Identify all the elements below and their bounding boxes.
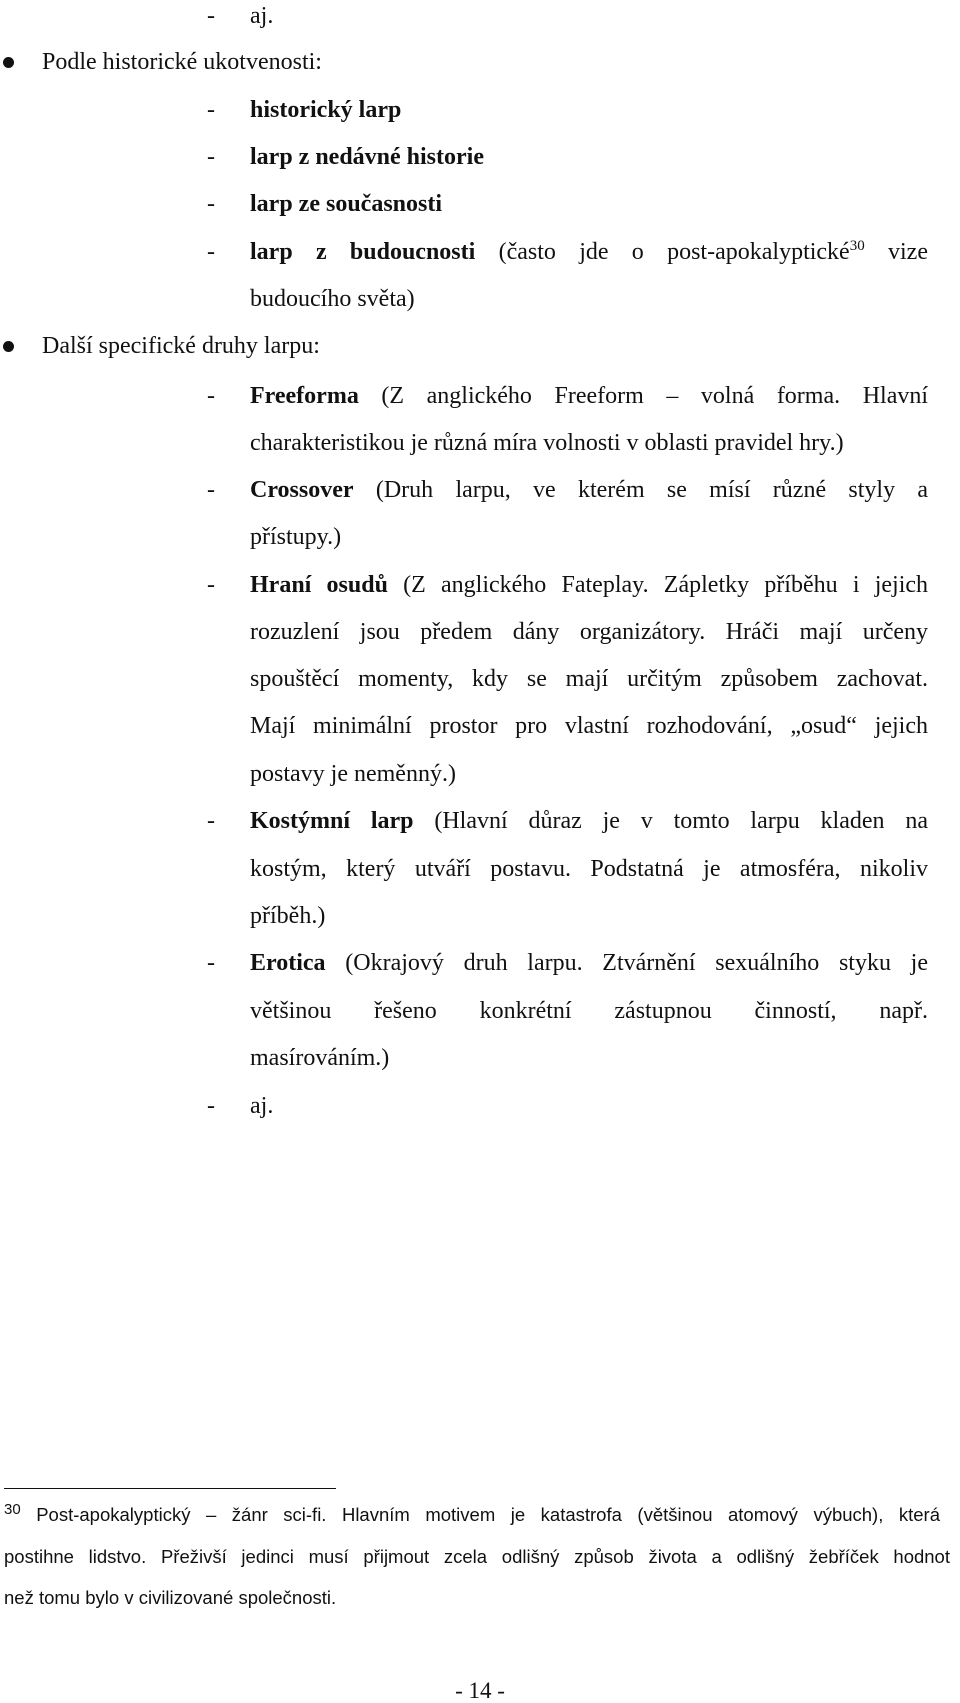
list-dash: - xyxy=(207,477,215,503)
list-item-present: larp ze současnosti xyxy=(250,191,442,217)
bullet-icon xyxy=(3,341,14,352)
list-dash: - xyxy=(207,1093,215,1119)
list-dash: - xyxy=(207,3,215,29)
list-dash: - xyxy=(207,191,215,217)
list-item-fateplay-line4: Mají minimální prostor pro vlastní rozhodování, „osud“ jejich xyxy=(250,713,928,739)
list-item-costume-line3: příběh.) xyxy=(250,903,326,929)
list-dash: - xyxy=(207,808,215,834)
list-item-fateplay-line2: rozuzlení jsou předem dány organizátory. Hráči mají určeny xyxy=(250,619,928,645)
list-item-future: larp z budoucnosti (často jde o post-apokalyptické$^{30}$ vize xyxy=(250,238,928,265)
list-item-fateplay-line3: spouštěcí momenty, kdy se mají určitým způsobem zachovat. xyxy=(250,666,928,692)
bullet-icon xyxy=(3,57,14,68)
list-item-aj: aj. xyxy=(250,3,274,29)
list-item-erotica-line2: většinou řešeno konkrétní zástupnou činností, např. xyxy=(250,998,928,1024)
list-dash: - xyxy=(207,239,215,265)
list-item-future-cont: budoucího světa) xyxy=(250,286,415,312)
list-item-costume-line2: kostým, který utváří postavu. Podstatná je atmosféra, nikoliv xyxy=(250,856,928,882)
list-item-erotica: Erotica (Okrajový druh larpu. Ztvárnění sexuálního styku je xyxy=(250,950,928,976)
list-item-recent-history: larp z nedávné historie xyxy=(250,144,484,170)
list-dash: - xyxy=(207,97,215,123)
footnote-line3: než tomu bylo v civilizované společnosti. xyxy=(4,1587,337,1608)
section-heading-history: Podle historické ukotvenosti: xyxy=(42,49,322,75)
list-item-erotica-line3: masírováním.) xyxy=(250,1045,390,1071)
list-dash: - xyxy=(207,383,215,409)
footnote-line2: postihne lidstvo. Přeživší jedinci musí přijmout zcela odlišný způsob života a odlišný žebříček hodnot xyxy=(4,1546,950,1567)
list-item-historic: historický larp xyxy=(250,97,402,123)
footnote-ref: 30 xyxy=(849,238,865,254)
list-item-aj-bottom: aj. xyxy=(250,1093,274,1119)
list-item-crossover-cont: přístupy.) xyxy=(250,524,342,550)
list-item-costume: Kostýmní larp (Hlavní důraz je v tomto larpu kladen na xyxy=(250,808,928,834)
list-dash: - xyxy=(207,950,215,976)
page-number: - 14 - xyxy=(455,1678,505,1703)
list-dash: - xyxy=(207,144,215,170)
list-item-fateplay-line5: postavy je neměnný.) xyxy=(250,761,456,787)
list-item-freeforma-cont: charakteristikou je různá míra volnosti v oblasti pravidel hry.) xyxy=(250,430,844,456)
list-item-freeforma: Freeforma (Z anglického Freeform – volná forma. Hlavní xyxy=(250,383,929,409)
section-heading-other: Další specifické druhy larpu: xyxy=(42,333,320,359)
footnote-separator xyxy=(4,1488,336,1489)
footnote-line1: $^{30}$ Post-apokalyptický – žánr sci-fi. Hlavním motivem je katastrofa (většinou atomový výbuch), která xyxy=(4,1500,941,1525)
list-dash: - xyxy=(207,572,215,598)
footnote-number: 30 xyxy=(4,1500,21,1518)
list-item-crossover: Crossover (Druh larpu, ve kterém se mísí různé styly a xyxy=(250,477,929,503)
list-item-fateplay: Hraní osudů (Z anglického Fateplay. Zápletky příběhu i jejich xyxy=(250,572,929,598)
